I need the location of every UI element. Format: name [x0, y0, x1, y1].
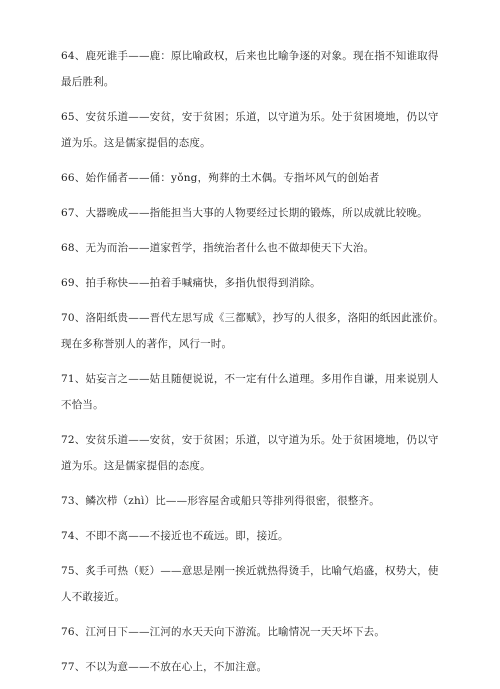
idiom-entry-71: 71、姑妄言之——姑且随便说说，不一定有什么道理。多用作自谦，用来说别人不恰当。 — [61, 373, 439, 411]
idiom-list — [61, 43, 446, 689]
idiom-entry-68: 68、无为而治——道家哲学，指统治者什么也不做却使天下大治。 — [61, 242, 375, 254]
idiom-entry-64: 64、鹿死谁手——鹿：原比喻政权，后来也比喻争逐的对象。现在指不知谁取得最后胜利。 — [61, 50, 439, 88]
idiom-entry-72: 72、安贫乐道——安贫，安于贫困；乐道，以守道为乐。处于贫困境地，仍以守道为乐。这是儒家提倡的态度。 — [61, 434, 439, 472]
idiom-entry-76: 76、江河日下——江河的水天天向下游流。比喻情况一天天坏下去。 — [61, 626, 386, 638]
idiom-entry-67: 67、大器晚成——指能担当大事的人物要经过长期的锻炼，所以成就比较晚。 — [61, 207, 428, 219]
idiom-entry-73: 73、鳞次栉（zhì）比——形容屋舍或船只等排列得很密，很整齐。 — [61, 495, 380, 507]
idiom-entry-75: 75、炙手可热（贬）——意思是刚一挨近就热得烫手，比喻气焰盛，权势大，使人不敢接近。 — [61, 565, 439, 603]
idiom-entry-69: 69、拍手称快——拍着手喊痛快，多指仇恨得到消除。 — [61, 277, 321, 289]
idiom-entry-74: 74、不即不离——不接近也不疏远。即，接近。 — [61, 530, 289, 542]
idiom-entry-66: 66、始作俑者——俑：yǒng，殉葬的土木偶。专指坏风气的创始者 — [61, 172, 380, 184]
idiom-entry-77: 77、不以为意——不放在心上，不加注意。 — [61, 661, 268, 673]
idiom-entry-70: 70、洛阳纸贵——晋代左思写成《三都赋》，抄写的人很多，洛阳的纸因此涨价。现在多称誉别人的著作，风行一时。 — [61, 312, 445, 350]
idiom-entry-65: 65、安贫乐道——安贫，安于贫困；乐道，以守道为乐。处于贫困境地，仍以守道为乐。这是儒家提倡的态度。 — [61, 111, 439, 149]
